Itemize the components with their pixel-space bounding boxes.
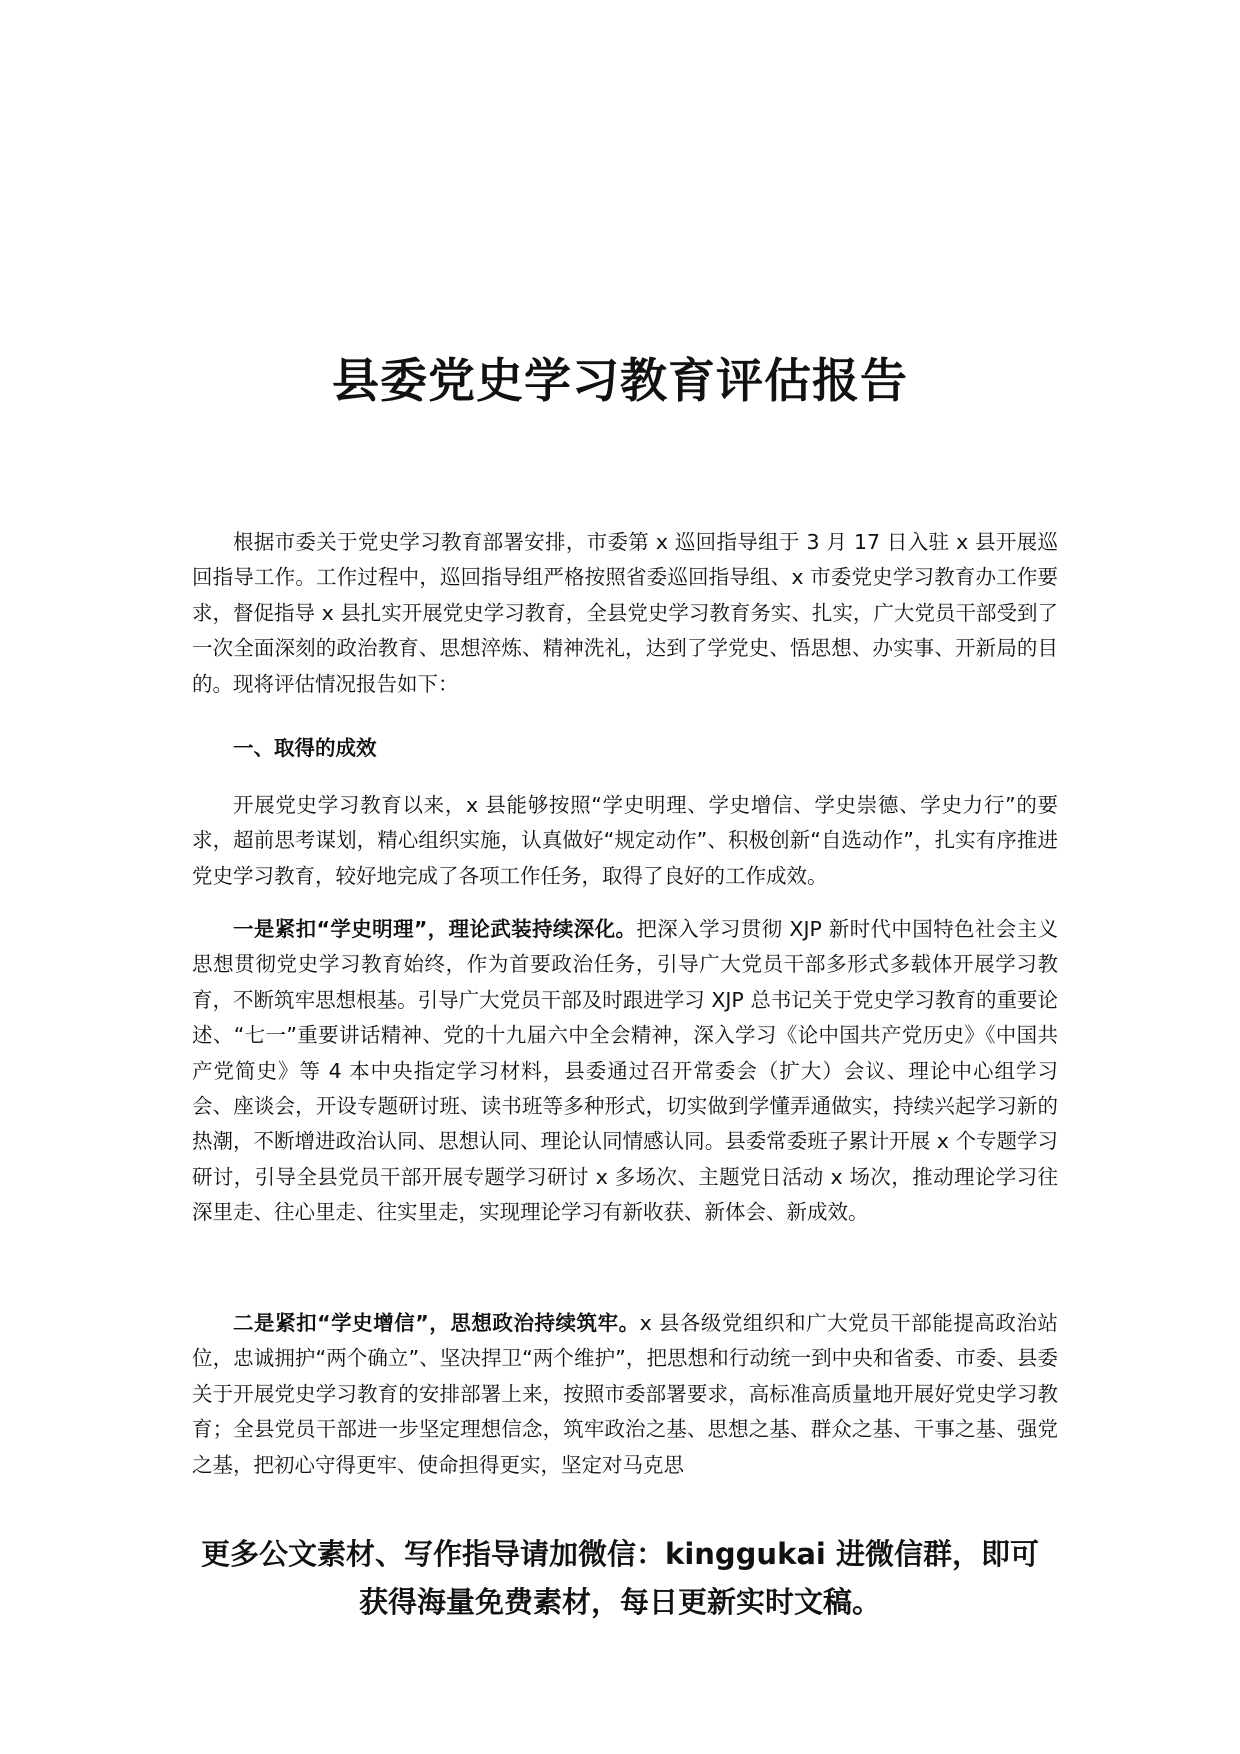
intro-paragraph: 根据市委关于党史学习教育部署安排，市委第 x 巡回指导组于 3 月 17 日入驻 x 县开展巡回指导工作。工作过程中，巡回指导组严格按照省委巡回指导组、x 市委党史学习教育办工作要求，督促指导 x 县扎实开展党史学习教育，全县党史学习教育务实、扎实，广大党员干部受到了一次全面深刻的政治教育、思想淬炼、精神洗礼，达到了学党史、悟思想、办实事、开新局的目的。现将评估情况报告如下：: [192, 530, 1058, 696]
promo-line-2: 获得海量免费素材，每日更新实时文稿。: [358, 1585, 881, 1619]
section-heading: 一、取得的成效: [233, 736, 377, 760]
point-two-paragraph: [192, 1306, 1058, 1483]
promo-line-1: 更多公文素材、写作指导请加微信：kinggukai 进微信群，即可: [201, 1537, 1039, 1571]
point-one-body: 把深入学习贯彻 XJP 新时代中国特色社会主义思想贯彻党史学习教育始终，作为首要政治任务，引导广大党员干部多形式多载体开展学习教育，不断筑牢思想根基。引导广大党员干部及时跟进学习 XJP 总书记关于党史学习教育的重要论述、“七一”重要讲话精神、党的十九届六中全会精神，深入学习《论中国共产党历史》《中国共产党简史》等 4 本中央指定学习材料，县委通过召开常委会（扩大）会议、理论中心组学习会、座谈会，开设专题研讨班、读书班等多种形式，切实做到学懂弄通做实，持续兴起学习新的热潮，不断增进政治认同、思想认同、理论认同情感认同。县委常委班子累计开展 x 个专题学习研讨，引导全县党员干部开展专题学习研讨 x 多场次、主题党日活动 x 场次，推动理论学习往深里走、往心里走、往实里走，实现理论学习有新收获、新体会、新成效。: [192, 917, 1058, 1225]
document-title: 县委党史学习教育评估报告: [332, 354, 908, 409]
point-two-lead: 二是紧扣“学史增信”，思想政治持续筑牢。: [233, 1311, 640, 1335]
point-one-paragraph: [192, 912, 1058, 1231]
point-two-body: x 县各级党组织和广大党员干部能提高政治站位，忠诚拥护“两个确立”、坚决捍卫“两个维护”，把思想和行动统一到中央和省委、市委、县委关于开展党史学习教育的安排部署上来，按照市委部署要求，高标准高质量地开展好党史学习教育；全县党员干部进一步坚定理想信念，筑牢政治之基、思想之基、群众之基、干事之基、强党之基，把初心守得更牢、使命担得更实，坚定对马克思: [192, 1311, 1058, 1477]
promo-banner: [0, 1530, 1240, 1626]
achievements-paragraph: 开展党史学习教育以来，x 县能够按照“学史明理、学史增信、学史崇德、学史力行”的要求，超前思考谋划，精心组织实施，认真做好“规定动作”、积极创新“自选动作”，扎实有序推进党史学习教育，较好地完成了各项工作任务，取得了良好的工作成效。: [192, 793, 1058, 888]
point-one-lead: 一是紧扣“学史明理”，理论武装持续深化。: [233, 917, 637, 941]
